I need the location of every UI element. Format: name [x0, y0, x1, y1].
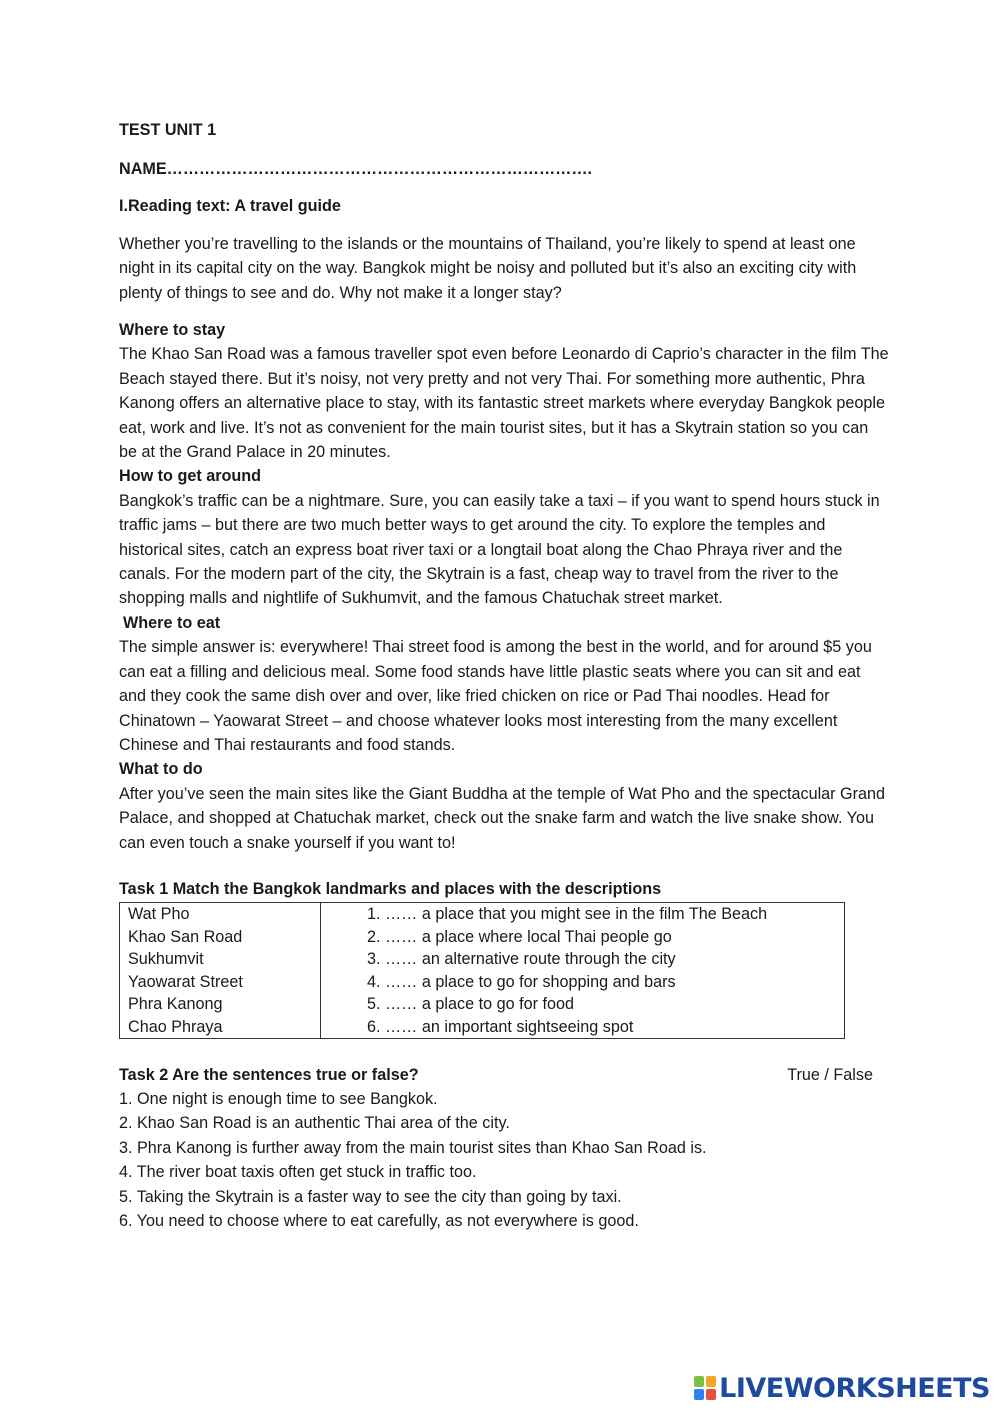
- section-body: Bangkok’s traffic can be a nightmare. Sure, you can easily take a taxi – if you want to spend hours stuck in traffic jams – but there are two much better ways to get around the city. To explore the temples and historical sites, catch an express boat river taxi or a longtail boat along the Chao Phraya river and the canals. For the modern part of the city, the Skytrain is a fast, cheap way to travel from the river to the shopping malls and nightlife of Sukhumvit, and the famous Chatuchak street market.: [119, 491, 880, 608]
- task1-title: Task 1 Match the Bangkok landmarks and places with the descriptions: [119, 880, 662, 898]
- section-heading: Where to stay: [119, 321, 226, 339]
- description-item[interactable]: 1. …… a place that you might see in the film The Beach: [367, 905, 768, 923]
- intro-paragraph: Whether you’re travelling to the islands or the mountains of Thailand, you’re likely to spend at least one night in its capital city on the way. Bangkok might be noisy and polluted but it’s also an exciting city with plenty of things to see and do. Why not make it a longer stay?: [119, 235, 857, 302]
- section-heading: What to do: [119, 760, 203, 779]
- section-body: After you’ve seen the main sites like the Giant Buddha at the temple of Wat Pho and the spectacular Grand Palace, and shopped at Chatuchak market, check out the snake farm and watch the live snake show. You can even touch a snake yourself if you want to!: [119, 784, 886, 852]
- descriptions-column: [321, 903, 845, 1039]
- section-heading: How to get around: [119, 467, 262, 486]
- matching-table: [119, 902, 845, 1039]
- statement-item: 2. Khao San Road is an authentic Thai area of the city.: [119, 1114, 510, 1133]
- statement-item: 4. The river boat taxis often get stuck in traffic too.: [119, 1163, 477, 1182]
- place-item: Wat Pho: [128, 905, 190, 923]
- description-item[interactable]: 2. …… a place where local Thai people go: [367, 927, 672, 946]
- section-heading: Where to eat: [123, 613, 221, 632]
- reading-sections: [119, 318, 889, 855]
- place-item: Sukhumvit: [128, 950, 204, 968]
- statement-item: 6. You need to choose where to eat carefully, as not everywhere is good.: [119, 1212, 639, 1231]
- liveworksheets-logo[interactable]: [694, 1371, 990, 1405]
- place-item: Khao San Road: [128, 927, 243, 946]
- statement-item: 5. Taking the Skytrain is a faster way to see the city than going by taxi.: [119, 1187, 622, 1206]
- place-item: Yaowarat Street: [128, 972, 243, 991]
- section-body: The Khao San Road was a famous traveller spot even before Leonardo di Caprio’s character in the film The Beach stayed there. But it’s noisy, not very pretty and not very Thai. For something more authentic, Phra Kanong offers an alternative place to stay, with its fantastic street markets where everyday Bangkok people eat, work and live. It’s not as convenient for the main tourist sites, but it has a Skytrain station so you can be at the Grand Palace in 20 minutes.: [119, 345, 889, 462]
- name-line: NAME…………………………………………………………………….: [119, 160, 593, 178]
- test-title: TEST UNIT 1: [119, 121, 217, 139]
- logo-text: LIVEWORKSHEETS: [719, 1372, 990, 1404]
- logo-mark-icon: [694, 1376, 716, 1400]
- section-body: The simple answer is: everywhere! Thai street food is among the best in the world, and for around $5 you can eat a filling and delicious meal. Some food stands have little plastic seats where you can sit and eat and they cook the same dish over and over, like fried chicken on rice or Pad Thai noodles. Head for Chinatown – Yaowarat Street – and choose whatever looks most interesting from the many excellent Chinese and Thai restaurants and food stands.: [119, 638, 872, 754]
- description-item[interactable]: 6. …… an important sightseeing spot: [367, 1017, 634, 1036]
- place-item: Phra Kanong: [128, 995, 223, 1013]
- statement-item: 1. One night is enough time to see Bangkok.: [119, 1090, 438, 1108]
- true-false-header: True / False: [787, 1066, 873, 1084]
- description-item[interactable]: 5. …… a place to go for food: [367, 995, 574, 1013]
- places-column: [120, 903, 321, 1039]
- description-item[interactable]: 4. …… a place to go for shopping and bars: [367, 972, 676, 991]
- section-title: I.Reading text: A travel guide: [119, 197, 341, 215]
- statement-item: 3. Phra Kanong is further away from the main tourist sites than Khao San Road is.: [119, 1138, 707, 1157]
- statements-list: [119, 1087, 707, 1233]
- description-item[interactable]: 3. …… an alternative route through the city: [367, 950, 676, 968]
- place-item: Chao Phraya: [128, 1017, 223, 1036]
- task2-title: Task 2 Are the sentences true or false?: [119, 1066, 419, 1084]
